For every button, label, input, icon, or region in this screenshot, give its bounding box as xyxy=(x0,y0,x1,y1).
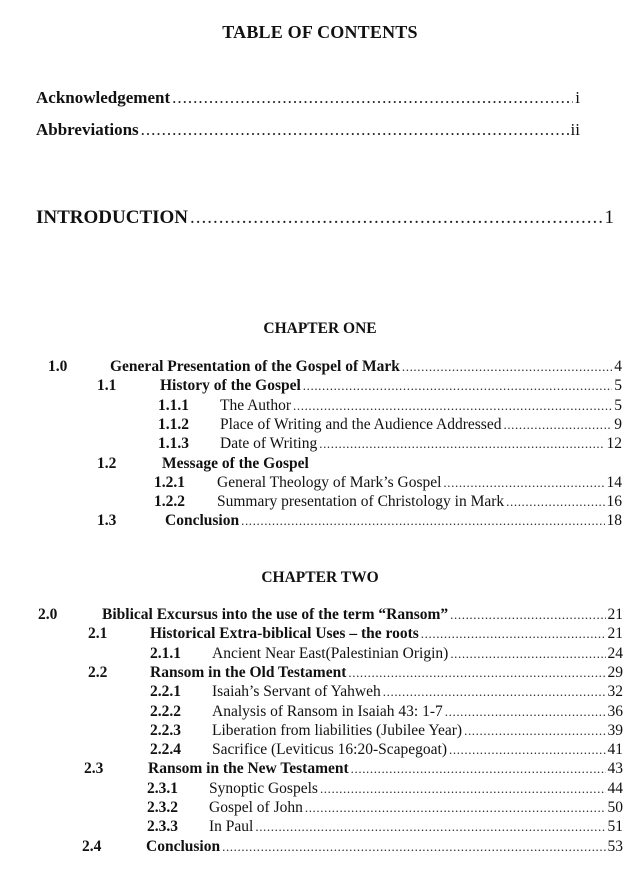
toc-entry[interactable] xyxy=(147,799,623,817)
leader-dots xyxy=(464,723,605,739)
toc-entry[interactable] xyxy=(158,397,622,415)
toc-entry-label: Ransom in the Old Testament xyxy=(150,663,347,681)
toc-entry-number: 2.2.3 xyxy=(150,721,181,739)
toc-entry[interactable] xyxy=(154,474,622,492)
toc-entry-page: 36 xyxy=(607,702,623,720)
leader-dots xyxy=(506,494,604,510)
toc-entry[interactable] xyxy=(97,377,622,395)
toc-entry-page: 5 xyxy=(614,396,622,414)
toc-entry[interactable] xyxy=(158,416,622,434)
toc-entry-number: 1.2.2 xyxy=(154,493,185,511)
toc-entry[interactable] xyxy=(158,435,622,453)
toc-entry-label: INTRODUCTION xyxy=(36,207,189,228)
leader-dots xyxy=(450,607,605,623)
toc-entry-page: 12 xyxy=(606,435,622,453)
toc-entry-label: Sacrifice (Leviticus 16:20-Scapegoat) xyxy=(212,741,447,759)
toc-entry-label: Place of Writing and the Audience Addressed xyxy=(220,415,502,433)
toc-entry[interactable] xyxy=(82,838,623,856)
toc-entry-number: 2.4 xyxy=(82,837,102,855)
toc-entry-label: Gospel of John xyxy=(209,799,303,816)
leader-dots xyxy=(351,761,606,777)
chapter-heading: CHAPTER TWO xyxy=(261,569,379,586)
toc-entry-page: 18 xyxy=(606,512,622,530)
toc-entry[interactable] xyxy=(150,683,623,701)
toc-entry[interactable] xyxy=(150,741,623,759)
toc-entry-page: 41 xyxy=(607,741,623,759)
leader-dots xyxy=(348,665,605,681)
toc-entry-label: Synoptic Gospels xyxy=(209,779,318,797)
leader-dots xyxy=(190,207,602,229)
toc-entry-label: Conclusion xyxy=(165,512,240,530)
leader-dots xyxy=(241,513,604,529)
toc-entry-label: Message of the Gospel xyxy=(162,454,309,472)
toc-entry-label: Ancient Near East(Palestinian Origin) xyxy=(212,644,449,662)
toc-entry-label: Analysis of Ransom in Isaiah 43: 1-7 xyxy=(212,702,443,720)
toc-entry-number: 2.0 xyxy=(38,606,58,623)
toc-entry-page: 29 xyxy=(607,663,623,681)
toc-entry-label: Isaiah’s Servant of Yahweh xyxy=(212,683,381,701)
toc-entry-page: 14 xyxy=(606,473,622,491)
leader-dots xyxy=(293,398,612,414)
leader-dots xyxy=(449,742,606,758)
toc-entry-label: Date of Writing xyxy=(220,435,318,453)
toc-entry-number: 1.2 xyxy=(97,454,117,472)
toc-entry-number: 1.1.3 xyxy=(158,435,189,453)
toc-entry-label: The Author xyxy=(220,396,292,414)
leader-dots xyxy=(303,378,612,394)
toc-entry-number: 2.3 xyxy=(84,760,104,778)
toc-entry[interactable] xyxy=(48,358,622,376)
toc-entry-page: 32 xyxy=(607,683,623,701)
toc-entry-number: 2.1.1 xyxy=(150,644,181,662)
chapter-heading: CHAPTER ONE xyxy=(263,320,377,337)
leader-dots xyxy=(222,839,605,855)
toc-entry[interactable] xyxy=(88,625,623,643)
toc-entry-number: 2.3.3 xyxy=(147,818,178,836)
toc-entry[interactable] xyxy=(147,818,623,836)
toc-entry-label: General Presentation of the Gospel of Mark xyxy=(110,358,400,375)
toc-entry-number: 2.2.2 xyxy=(150,702,181,720)
toc-entry-label: Biblical Excursus into the use of the term “Ransom” xyxy=(102,606,449,623)
toc-entry[interactable] xyxy=(88,664,623,682)
toc-entry[interactable] xyxy=(97,512,622,530)
leader-dots xyxy=(421,626,606,642)
toc-entry-label: General Theology of Mark’s Gospel xyxy=(217,473,442,491)
toc-entry-label: Abbreviations xyxy=(36,120,139,139)
toc-entry-page: 43 xyxy=(607,760,623,778)
leader-dots xyxy=(141,120,569,140)
toc-entry-number: 2.3.1 xyxy=(147,779,178,797)
toc-entry-page: 53 xyxy=(607,837,623,855)
toc-entry[interactable] xyxy=(38,606,623,624)
toc-entry[interactable] xyxy=(147,780,623,798)
toc-entry-label: Acknowledgement xyxy=(36,88,171,107)
leader-dots xyxy=(383,684,606,700)
toc-entry-page: i xyxy=(575,88,580,107)
leader-dots xyxy=(172,88,573,108)
toc-entry-acknowledgement[interactable] xyxy=(36,88,580,108)
page-title: TABLE OF CONTENTS xyxy=(222,22,418,42)
leader-dots xyxy=(443,475,604,491)
toc-entry[interactable] xyxy=(84,760,623,778)
toc-entry[interactable] xyxy=(150,645,623,663)
toc-entry-page: 4 xyxy=(614,358,622,375)
toc-entry-introduction[interactable] xyxy=(36,207,614,229)
toc-entry-page: ii xyxy=(570,120,580,139)
toc-entry-number: 1.3 xyxy=(97,512,117,530)
toc-entry-page: 44 xyxy=(607,779,623,797)
toc-entry-label: In Paul xyxy=(209,818,254,836)
toc-entry-label: Ransom in the New Testament xyxy=(148,760,349,778)
toc-entry[interactable] xyxy=(154,493,622,511)
toc-entry-label: Conclusion xyxy=(146,837,221,855)
toc-entry-page: 5 xyxy=(614,377,622,395)
toc-entry[interactable] xyxy=(150,722,623,740)
toc-entry-page: 21 xyxy=(607,606,623,623)
toc-entry-number: 1.1 xyxy=(97,377,117,395)
toc-entry-page: 24 xyxy=(607,644,623,662)
toc-entry-label: Historical Extra-biblical Uses – the roots xyxy=(150,625,419,643)
toc-entry-number: 2.3.2 xyxy=(147,799,178,816)
toc-entry-page: 16 xyxy=(606,493,622,511)
toc-entry-page: 9 xyxy=(614,415,622,433)
toc-entry-page: 50 xyxy=(607,799,623,816)
leader-dots xyxy=(305,800,606,816)
toc-entry-number: 2.2.1 xyxy=(150,683,181,701)
toc-entry[interactable] xyxy=(150,703,623,721)
leader-dots xyxy=(255,819,605,835)
toc-entry-number: 1.0 xyxy=(48,358,68,375)
toc-entry-page: 51 xyxy=(607,818,623,836)
leader-dots xyxy=(319,436,604,452)
toc-entry-number: 1.1.1 xyxy=(158,396,189,414)
toc-entry-number: 2.1 xyxy=(88,625,108,643)
leader-dots xyxy=(445,704,606,720)
toc-entry-number: 2.2.4 xyxy=(150,741,181,759)
leader-dots xyxy=(503,417,612,433)
toc-entry-page: 1 xyxy=(604,207,614,228)
leader-dots xyxy=(320,781,606,797)
toc-entry[interactable] xyxy=(97,455,622,473)
leader-dots xyxy=(450,646,605,662)
toc-entry-label: Summary presentation of Christology in Mark xyxy=(217,493,505,511)
toc-entry-page: 21 xyxy=(607,625,623,643)
toc-entry-number: 2.2 xyxy=(88,663,108,681)
toc-entry-page: 39 xyxy=(607,721,623,739)
toc-entry-number: 1.2.1 xyxy=(154,473,185,491)
toc-entry-label: Liberation from liabilities (Jubilee Year) xyxy=(212,721,463,739)
toc-entry-abbreviations[interactable] xyxy=(36,120,580,140)
toc-entry-label: History of the Gospel xyxy=(160,377,301,395)
toc-entry-number: 1.1.2 xyxy=(158,415,189,433)
leader-dots xyxy=(402,359,612,375)
